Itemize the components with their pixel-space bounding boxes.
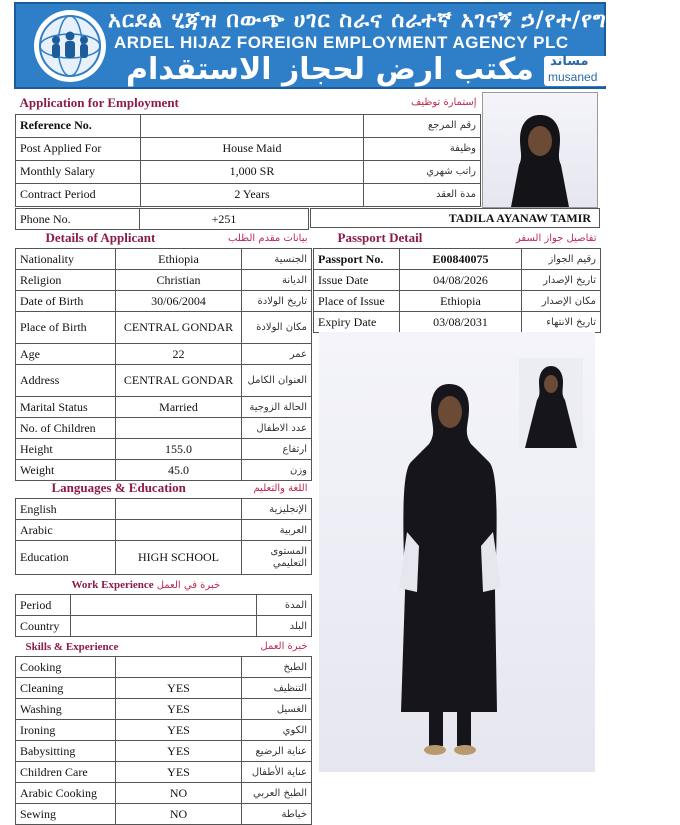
nationality-label: Nationality (16, 249, 116, 270)
expiry-label-ar: تاريخ الانتهاء (522, 312, 601, 333)
work-title-ar: خبرة في العمل (156, 579, 221, 591)
children-label-ar: عدد الاطفال (242, 418, 312, 439)
arabic-cooking-label-ar: الطبخ العربي (242, 783, 312, 804)
salary-label: Monthly Salary (16, 160, 141, 183)
phone-value: +251 (140, 209, 309, 230)
sewing-label: Sewing (16, 804, 116, 825)
address-value: CENTRAL GONDAR (116, 365, 242, 397)
header-english-title: ARDEL HIJAZ FOREIGN EMPLOYMENT AGENCY PLC (114, 33, 569, 52)
agency-logo (34, 10, 106, 82)
religion-value: Christian (116, 270, 242, 291)
address-label-ar: العنوان الكامل (242, 365, 312, 397)
languages-table (15, 478, 312, 575)
header-arabic-title: مكتب ارض لحجاز الاستقدام (126, 52, 534, 87)
age-label-ar: عمر (242, 344, 312, 365)
sewing-label-ar: خياطة (242, 804, 312, 825)
babysitting-label: Babysitting (16, 741, 116, 762)
post-label-ar: وظيفة (364, 137, 481, 160)
washing-label-ar: الغسيل (242, 699, 312, 720)
passport-title-ar: تفاصيل جواز السفر (515, 232, 597, 244)
marital-label: Marital Status (16, 397, 116, 418)
pob-value: CENTRAL GONDAR (116, 312, 242, 344)
header-amharic-title: አርደል ሂጃዝ በውጭ ሀገር ስራና ሰራተኛ አገናኝ ኃ/የተ/የግ/ማህበር (108, 8, 680, 33)
work-title: Work Experience (71, 578, 154, 591)
post-value: House Maid (141, 137, 364, 160)
application-table (15, 92, 481, 207)
children-label: No. of Children (16, 418, 116, 439)
babysitting-label-ar: عناية الرضيع (242, 741, 312, 762)
education-label: Education (16, 541, 116, 575)
passport-title: Passport Detail (337, 230, 423, 245)
dob-value: 30/06/2004 (116, 291, 242, 312)
ironing-label-ar: الكوي (242, 720, 312, 741)
english-label: English (16, 499, 116, 520)
education-value: HIGH SCHOOL (116, 541, 242, 575)
religion-label-ar: الديانة (242, 270, 312, 291)
arabic-label: Arabic (16, 520, 116, 541)
skills-title-ar: خبرة العمل (260, 640, 308, 652)
age-value: 22 (116, 344, 242, 365)
applicant-portrait-photo (482, 92, 598, 208)
period-value (71, 595, 257, 616)
cooking-label: Cooking (16, 657, 116, 678)
application-title: Application for Employment (19, 94, 179, 110)
arabic-label-ar: العربية (242, 520, 312, 541)
washing-value: YES (116, 699, 242, 720)
pob-label-ar: مكان الولادة (242, 312, 312, 344)
dob-label: Date of Birth (16, 291, 116, 312)
issue-place-value: Ethiopia (400, 291, 522, 312)
ironing-value: YES (116, 720, 242, 741)
expiry-value: 03/08/2031 (400, 312, 522, 333)
height-label-ar: ارتفاع (242, 439, 312, 460)
country-label-ar: البلد (257, 616, 312, 637)
expiry-label: Expiry Date (314, 312, 400, 333)
period-label: Period (16, 595, 71, 616)
post-label: Post Applied For (16, 137, 141, 160)
nationality-label-ar: الجنسية (242, 249, 312, 270)
arabic-value (116, 520, 242, 541)
religion-label: Religion (16, 270, 116, 291)
contract-label-ar: مدة العقد (364, 183, 481, 206)
washing-label: Washing (16, 699, 116, 720)
children-value (116, 418, 242, 439)
reference-label: Reference No. (16, 114, 141, 137)
education-label-ar: المستوى التعليمي (242, 541, 312, 575)
cleaning-label: Cleaning (16, 678, 116, 699)
sewing-value: NO (116, 804, 242, 825)
dob-label-ar: تاريخ الولادة (242, 291, 312, 312)
skills-table (15, 636, 312, 825)
work-experience-table (15, 574, 312, 637)
details-title-ar: بيانات مقدم الطلب (228, 232, 308, 244)
issue-place-label-ar: مكان الإصدار (522, 291, 601, 312)
country-value (71, 616, 257, 637)
passport-table (313, 228, 601, 333)
weight-label-ar: وزن (242, 460, 312, 481)
musaned-arabic: مساند (550, 54, 589, 69)
issue-place-label: Place of Issue (314, 291, 400, 312)
passport-no-label-ar: رقيم الجواز (522, 249, 601, 270)
cleaning-value: YES (116, 678, 242, 699)
issue-date-label: Issue Date (314, 270, 400, 291)
languages-title-ar: اللغة والتعليم (253, 482, 308, 494)
cooking-value (116, 657, 242, 678)
children-care-label-ar: عناية الأطفال (242, 762, 312, 783)
english-value (116, 499, 242, 520)
address-label: Address (16, 365, 116, 397)
height-label: Height (16, 439, 116, 460)
issue-date-label-ar: تاريخ الإصدار (522, 270, 601, 291)
country-label: Country (16, 616, 71, 637)
issue-date-value: 04/08/2026 (400, 270, 522, 291)
marital-value: Married (116, 397, 242, 418)
phone-table (15, 208, 309, 230)
salary-value: 1,000 SR (141, 160, 364, 183)
application-title-ar: إستمارة توظيف (410, 97, 477, 109)
weight-value: 45.0 (116, 460, 242, 481)
children-care-value: YES (116, 762, 242, 783)
applicant-name: TADILA AYANAW TAMIR (310, 208, 600, 228)
musaned-english: musaned (548, 70, 598, 84)
languages-title: Languages & Education (51, 480, 186, 495)
musaned-logo (544, 56, 612, 86)
cleaning-label-ar: التنظيف (242, 678, 312, 699)
height-value: 155.0 (116, 439, 242, 460)
agency-header (14, 2, 680, 89)
reference-label-ar: رقم المرجع (364, 114, 481, 137)
period-label-ar: المدة (257, 595, 312, 616)
passport-no-label: Passport No. (314, 249, 400, 270)
arabic-cooking-value: NO (116, 783, 242, 804)
contract-value: 2 Years (141, 183, 364, 206)
nationality-value: Ethiopia (116, 249, 242, 270)
english-label-ar: الإنجليزية (242, 499, 312, 520)
ironing-label: Ironing (16, 720, 116, 741)
applicant-full-body-photo (319, 332, 595, 772)
salary-label-ar: راتب شهري (364, 160, 481, 183)
marital-label-ar: الحالة الزوجية (242, 397, 312, 418)
weight-label: Weight (16, 460, 116, 481)
contract-label: Contract Period (16, 183, 141, 206)
babysitting-value: YES (116, 741, 242, 762)
arabic-cooking-label: Arabic Cooking (16, 783, 116, 804)
children-care-label: Children Care (16, 762, 116, 783)
details-table (15, 228, 312, 481)
phone-label: Phone No. (16, 209, 140, 230)
pob-label: Place of Birth (16, 312, 116, 344)
details-title: Details of Applicant (45, 230, 156, 245)
cooking-label-ar: الطبخ (242, 657, 312, 678)
reference-value (141, 114, 364, 137)
passport-no-value: E00840075 (400, 249, 522, 270)
skills-title: Skills & Experience (25, 640, 119, 653)
age-label: Age (16, 344, 116, 365)
